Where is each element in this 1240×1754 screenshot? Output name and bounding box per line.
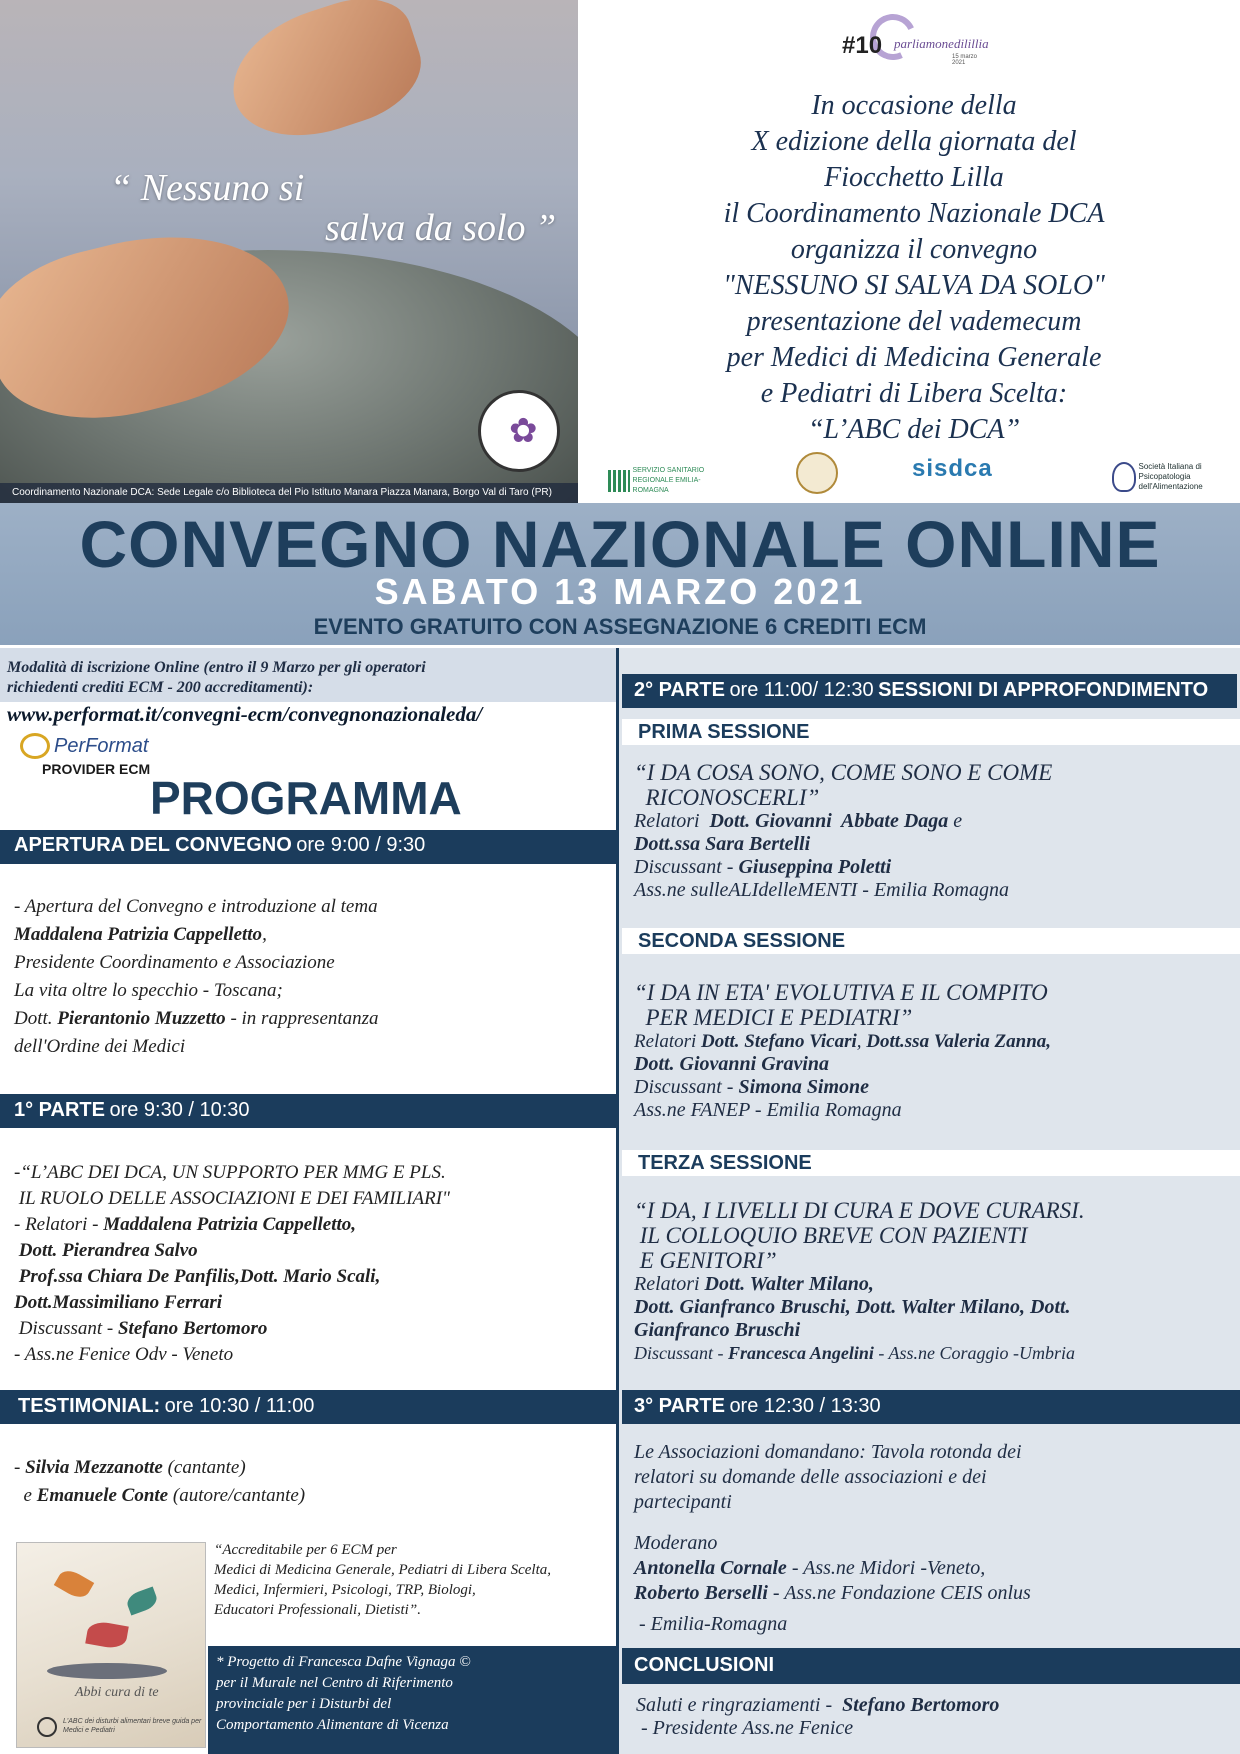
discussant-label: Discussant - [634,856,739,878]
session3-title-line: “I DA, I LIVELLI DI CURA E DOVE CURARSI. [634,1198,1085,1223]
speaker-name: Francesca Angelini [728,1343,874,1363]
speaker-name: Dott. Giovanni Abbate Daga [709,810,949,832]
part1-time: ore 9:30 / 10:30 [109,1099,250,1121]
session3-title-line: E GENITORI” [634,1248,777,1273]
leaf-shape [54,1566,94,1602]
speaker-name: Pierantonio Muzzetto [57,1008,226,1029]
speaker-name: Silvia Mezzanotte [25,1457,163,1478]
testimonial-role: (autore/cantante) [168,1485,306,1506]
speaker-name: Prof.ssa Chiara De Panfilis,Dott. Mario Scali, [14,1266,381,1287]
project-line: Comportamento Alimentare di Vicenza [216,1717,449,1733]
artwork-caption: Abbi cura di te [75,1685,159,1700]
opening-line: - Apertura del Convegno e introduzione al tema [14,896,378,917]
session2-speakers [634,1053,1238,1076]
testimonial-body [14,1454,614,1510]
moderator-association: - Ass.ne Midori -Veneto, [786,1557,986,1579]
conclusions-line [636,1694,1236,1717]
fiocchetto-lilla-badge [842,14,992,66]
artwork-note: L'ABC dei disturbi alimentari breve guida per Medici e Pediatri [63,1718,202,1734]
intro-line: X edizione della giornata del [751,126,1077,157]
testimonial-prefix: - [14,1457,26,1478]
upper-hand-shape [216,0,434,156]
program-title: PROGRAMMA [150,772,462,824]
part2-time: ore 11:00/ 12:30 [729,679,874,701]
session1-discussant [634,856,1234,879]
event-date: SABATO 13 MARZO 2021 [374,571,866,612]
session1-speakers [634,833,1234,856]
opening-comma: , [262,924,267,945]
registration-url[interactable]: www.performat.it/convegni-ecm/convegnonazionaleda/ [7,702,483,726]
badge-tag: parliamonedilillia [894,36,989,51]
session2-header: SECONDA SESSIONE [622,928,1240,954]
session2-title-line: “I DA IN ETA' EVOLUTIVA E IL COMPITO [634,980,1048,1005]
part1-line: -“L’ABC DEI DCA, UN SUPPORTO PER MMG E PLS. [14,1162,446,1183]
testimonial-role: (cantante) [162,1457,246,1478]
session1-title-line: RICONOSCERLI” [634,785,820,810]
quote-line-1: “ Nessuno si [110,167,305,209]
speakers-label: Relatori [634,810,710,832]
lilac-ribbon-icon [37,1717,57,1737]
lilac-ribbon-icon: ✿ [509,412,538,450]
session3-header: TERZA SESSIONE [622,1150,1240,1176]
opening-time: ore 9:00 / 9:30 [296,834,426,856]
hero-photo [0,0,578,503]
registration-line-1: Modalità di iscrizione Online (entro il 9 Marzo per gli operatori [7,659,426,676]
performat-swirl-icon [20,733,50,759]
badge-number: #10 [842,32,883,59]
speaker-name: Stefano Bertomoro [842,1694,1000,1716]
speaker-name: Dott.ssa Valeria Zanna, [866,1031,1052,1052]
intro-line: per Medici di Medicina Generale [726,342,1102,373]
session2-discussant [634,1076,1238,1099]
part1-discussant-label: Discussant - [14,1318,118,1339]
intro-line: “L’ABC dei DCA” [807,414,1021,445]
discussant-association: - Ass.ne Coraggio -Umbria [873,1343,1076,1363]
intro-text [602,88,1226,448]
part3-time: ore 12:30 / 13:30 [729,1395,881,1417]
coordinamento-seal-logo [478,390,560,472]
column-divider [616,648,619,1754]
conclusions-prefix: Saluti e ringraziamenti - [636,1694,843,1716]
speaker-name: Maddalena Patrizia Cappelletto [14,924,263,945]
intro-line: organizza il convegno [790,234,1038,265]
conclusions-body [636,1694,1236,1740]
session2-speakers [634,1030,1238,1053]
opening-line [14,1005,614,1033]
regione-logo-text: SERVIZIO SANITARIO REGIONALE EMILIA-ROMAGNA [632,467,705,494]
part2-header [622,674,1237,708]
opening-speaker [14,921,614,949]
part1-line [14,1290,614,1316]
opening-line: dell'Ordine dei Medici [14,1036,186,1057]
part3-line: Le Associazioni domandano: Tavola rotonda dei [634,1441,1022,1463]
project-line: per il Murale nel Centro di Riferimento [216,1675,453,1691]
testimonial-prefix: e [14,1485,37,1506]
accreditation-line: “Accreditabile per 6 ECM per [214,1542,397,1558]
event-subtitle: EVENTO GRATUITO CON ASSEGNAZIONE 6 CREDITI ECM [313,614,927,639]
part1-line [14,1212,614,1238]
speaker-name: Dott. Giovanni Gravina [634,1053,830,1075]
speaker-name: Maddalena Patrizia Cappelletto, [103,1214,356,1235]
speaker-name: Giuseppina Poletti [738,856,892,878]
part2-title: 2° PARTE [634,679,725,701]
part3-line: partecipanti [634,1491,732,1513]
part3-body [634,1440,1238,1637]
moderator-association: - Ass.ne Fondazione CEIS onlus [767,1582,1031,1604]
part3-moderators-label: Moderano [634,1532,718,1554]
part1-line [14,1316,614,1342]
discussant-label: Discussant - [634,1076,739,1098]
project-credit [216,1652,616,1736]
part3-line: - Emilia-Romagna [634,1613,788,1635]
part1-line [14,1264,614,1290]
event-title: CONVEGNO NAZIONALE ONLINE [79,507,1161,581]
registration-text [7,658,607,698]
speaker-name: Dott.ssa Sara Bertelli [634,833,811,855]
session1-speakers [634,810,1234,833]
opening-line: La vita oltre lo specchio - Toscana; [14,980,283,1001]
project-line: * Progetto di Francesca Dafne Vignaga © [216,1654,471,1670]
opening-line: Presidente Coordinamento e Associazione [14,952,335,973]
provider-label: PROVIDER ECM [42,761,151,777]
speaker-name: Antonella Cornale [634,1557,787,1579]
speakers-label: Relatori [634,1273,705,1295]
speaker-name: Dott. Pierandrea Salvo [14,1240,198,1261]
speaker-name: Stefano Bertomoro [117,1318,268,1339]
leaf-shape [47,1663,167,1679]
part1-header [0,1094,618,1128]
intro-line: il Coordinamento Nazionale DCA [723,198,1105,229]
sip-logo-text: Società Italiana di Psicopatologia dell'Alimentazione [1138,462,1203,491]
speakers-joiner: , [856,1031,867,1052]
quote-line-2: salva da solo ” [325,207,557,249]
sip-emblem-icon [1112,462,1136,492]
hero-quote [110,168,570,248]
testimonial-time: ore 10:30 / 11:00 [164,1395,315,1417]
session3-speakers [634,1319,1238,1342]
intro-line: "NESSUNO SI SALVA DA SOLO" [723,270,1105,301]
conclusions-title: CONCLUSIONI [634,1654,774,1676]
accreditation-note [214,1540,614,1620]
speaker-name: Simona Simone [738,1076,870,1098]
part3-title: 3° PARTE [634,1395,725,1417]
session3-speakers [634,1273,1238,1296]
speaker-name: Dott. Stefano Vicari [701,1031,857,1052]
sisdca-logo-text: sisdca [912,455,993,482]
accreditation-line: Educatori Professionali, Dietisti”. [214,1602,421,1618]
intro-line: e Pediatri di Libera Scelta: [760,378,1068,409]
session3-title-line: IL COLLOQUIO BREVE CON PAZIENTI [634,1223,1028,1248]
intro-line: presentazione del vademecum [746,306,1082,337]
session2-title-line: PER MEDICI E PEDIATRI” [634,1005,913,1030]
speaker-name: Emanuele Conte [36,1485,169,1506]
testimonial-line [14,1454,614,1482]
conclusions-header [622,1648,1240,1684]
speaker-name: Dott. Walter Milano, [704,1273,874,1295]
regione-grid-icon [608,470,630,492]
session2-association: Ass.ne FANEP - Emilia Romagna [634,1099,902,1121]
testimonial-title: TESTIMONIAL: [18,1395,161,1417]
sisdca-logo [912,455,1062,482]
badge-date: 15 marzo 2021 [952,54,978,66]
mural-artwork-image [16,1542,206,1748]
part1-prefix: - Relatori - [14,1214,104,1235]
opening-header [0,830,618,864]
regione-logo [608,466,726,496]
part3-line: relatori su domande delle associazioni e dei [634,1466,987,1488]
opening-suffix: - in rappresentanza [225,1008,379,1029]
opening-title: APERTURA DEL CONVEGNO [14,834,292,856]
speakers-joiner: e [948,810,963,832]
registration-line-2: richiedenti crediti ECM - 200 accreditamenti): [7,679,314,696]
part1-body [14,1160,614,1368]
accreditation-line: Medici, Infermieri, Psicologi, TRP, Biologi, [214,1582,476,1598]
part2-suffix: SESSIONI DI APPROFONDIMENTO [878,679,1209,701]
session1-association: Ass.ne sulleALIdelleMENTI - Emilia Romagna [634,879,1009,901]
testimonial-line [14,1482,614,1510]
part3-moderator [634,1581,1238,1606]
discussant-label: Discussant - [634,1343,728,1363]
speaker-name: Dott. Gianfranco Bruschi, Dott. Walter Milano, Dott. [634,1296,1071,1318]
university-crest-logo [796,452,838,494]
session3-speakers [634,1296,1238,1319]
part3-header [622,1390,1240,1424]
performat-logo [20,733,160,779]
accreditation-line: Medici di Medicina Generale, Pediatri di Libera Scelta, [214,1562,552,1578]
opening-prefix: Dott. [14,1008,58,1029]
speakers-label: Relatori [634,1031,702,1052]
testimonial-header [0,1390,618,1424]
part1-title: 1° PARTE [14,1099,105,1121]
part1-line [14,1238,614,1264]
speaker-name: Roberto Berselli [634,1582,768,1604]
opening-body [14,893,614,1061]
leaf-shape [124,1586,159,1615]
speaker-name: Dott.Massimiliano Ferrari [14,1292,222,1313]
session1-title-line: “I DA COSA SONO, COME SONO E COME [634,760,1053,785]
intro-line: Fiocchetto Lilla [824,162,1004,193]
project-line: provinciale per i Disturbi del [216,1696,392,1712]
session2-body [634,980,1238,1122]
session3-discussant [634,1342,1238,1365]
leaf-shape [85,1620,129,1651]
part1-line: - Ass.ne Fenice Odv - Veneto [14,1344,234,1365]
photo-caption: Coordinamento Nazionale DCA: Sede Legale c/o Biblioteca del Pio Istituto Manara Piazza Manara, Borgo Val di Taro (PR) [0,483,578,503]
intro-line: In occasione della [811,90,1017,121]
speaker-name: Gianfranco Bruschi [634,1319,801,1341]
part1-line: IL RUOLO DELLE ASSOCIAZIONI E DEI FAMILIARI" [14,1188,450,1209]
performat-name: PerFormat [54,735,149,757]
conclusions-line: - Presidente Ass.ne Fenice [636,1717,854,1739]
session3-body [634,1198,1238,1365]
part3-moderator [634,1556,1238,1581]
sip-logo [1112,462,1232,492]
session1-header: PRIMA SESSIONE [622,719,1240,745]
session1-body [634,760,1234,902]
